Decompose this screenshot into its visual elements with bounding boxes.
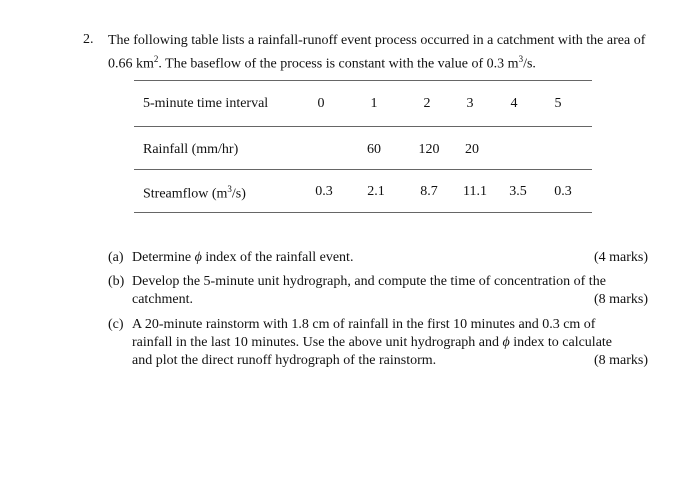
- table-rule-after-rainfall: [134, 169, 592, 170]
- table-rule-after-header: [134, 126, 592, 127]
- part-a-text: [132, 249, 648, 267]
- streamflow-5: 0.3: [554, 184, 572, 199]
- rainfall-3: 20: [465, 142, 479, 157]
- streamflow-3: 11.1: [463, 184, 487, 199]
- interval-2: 2: [423, 96, 431, 111]
- interval-1: 1: [370, 96, 378, 111]
- phi-symbol: ϕ: [502, 335, 510, 350]
- part-c: [108, 316, 648, 370]
- table-header-label: 5-minute time interval: [143, 96, 269, 111]
- part-c-marks: (8 marks): [593, 353, 648, 368]
- intro-superscript-2: 2: [153, 54, 159, 64]
- part-b-line-2: catchment.: [132, 292, 194, 307]
- part-a-letter: (a): [108, 250, 124, 265]
- rainfall-label: Rainfall (mm/hr): [143, 142, 239, 157]
- part-c-line-2-text-1: rainfall in the last 10 minutes. Use the above unit hydrograph and: [132, 335, 503, 350]
- intro-superscript-3: 3: [518, 54, 524, 64]
- intro-text-part-3: /s.: [523, 56, 536, 72]
- interval-0: 0: [317, 96, 325, 111]
- part-a-text-2: index of the rainfall event.: [201, 250, 354, 265]
- part-b-marks: (8 marks): [593, 292, 648, 307]
- phi-symbol: ϕ: [194, 250, 202, 265]
- streamflow-1: 2.1: [367, 184, 385, 199]
- streamflow-2: 8.7: [420, 184, 438, 199]
- interval-3: 3: [466, 96, 474, 111]
- streamflow-label-text-1: Streamflow (m: [143, 186, 228, 202]
- table-bottom-rule: [134, 212, 592, 213]
- table-top-rule: [134, 80, 592, 81]
- question-number: 2.: [83, 32, 94, 47]
- rainfall-2: 120: [418, 142, 440, 157]
- intro-text-part-2: . The baseflow of the process is constant with the value of 0.3 m: [158, 56, 519, 72]
- part-b-letter: (b): [108, 274, 125, 289]
- part-c-line-1: A 20-minute rainstorm with 1.8 cm of rainfall in the first 10 minutes and 0.3 cm of: [132, 317, 596, 332]
- streamflow-0: 0.3: [315, 184, 333, 199]
- part-c-line-3: and plot the direct runoff hydrograph of the rainstorm.: [132, 353, 437, 368]
- streamflow-label: [143, 184, 246, 203]
- interval-4: 4: [510, 96, 518, 111]
- streamflow-label-text-2: /s): [231, 186, 246, 202]
- interval-5: 5: [554, 96, 562, 111]
- intro-text-part-1: The following table lists a rainfall-runoff event process occurred in a catchment with the area of 0.66 km: [108, 33, 646, 72]
- streamflow-label-superscript: 3: [227, 184, 232, 194]
- part-b: [108, 273, 648, 309]
- rainfall-1: 60: [367, 142, 381, 157]
- streamflow-4: 3.5: [509, 184, 527, 199]
- part-c-letter: (c): [108, 317, 124, 332]
- part-a-marks: (4 marks): [593, 250, 648, 265]
- part-a-text-1: Determine: [132, 250, 195, 265]
- part-b-line-1: Develop the 5-minute unit hydrograph, and compute the time of concentration of the: [132, 274, 606, 289]
- question-intro: [108, 32, 656, 74]
- part-c-line-2-text-2: index to calculate: [509, 335, 613, 350]
- part-a: [108, 249, 648, 267]
- part-c-line-2: [132, 334, 648, 352]
